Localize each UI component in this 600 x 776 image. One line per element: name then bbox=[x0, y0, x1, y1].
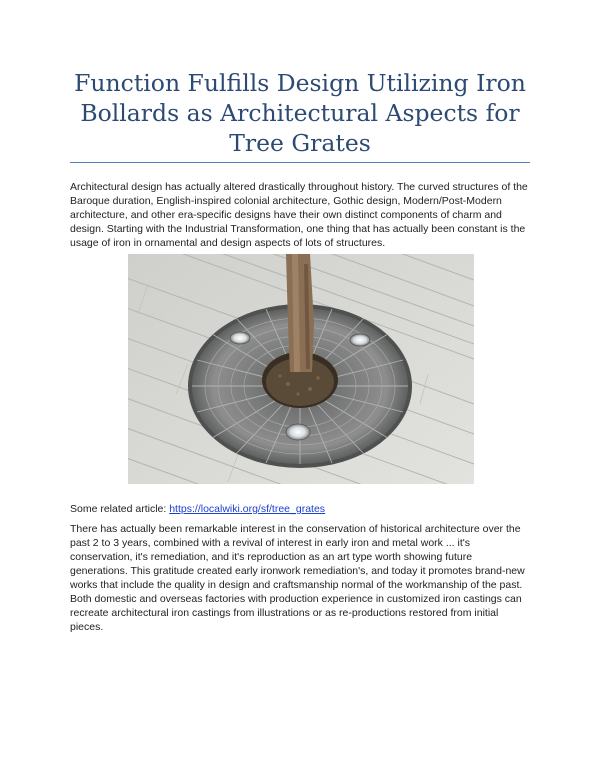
intro-paragraph: Architectural design has actually altered drastically throughout history. The curved structures of the Baroque duration, English-inspired colonial architecture, Gothic design, Modern/Post-Modern architecture, and other era-specific designs have their own distinct components of charm and design. Starting with the Industrial Transformation, one thing that has actually been constant is the usage of iron in ornamental and design aspects of lots of structures. bbox=[70, 181, 528, 249]
related-article bbox=[70, 502, 325, 516]
related-label: Some related article: bbox=[70, 503, 170, 515]
tree-grate-photo bbox=[128, 254, 474, 484]
related-link[interactable]: https://localwiki.org/sf/tree_grates bbox=[169, 503, 326, 515]
body-paragraph: There has actually been remarkable interest in the conservation of historical architecture over the past 2 to 3 years, combined with a revival of interest in early iron and metal work ... it's conservation, it's remediation, and it's reproduction as an art type worth showing future generations. This gratitude created early ironwork remediation's, and today it promotes brand-new works that include the quality in design and craftsmanship normal of the workmanship of the past. Both domestic and overseas factories with production experience in customized iron castings can recreate architectural iron castings from illustrations or as re-productions restored from initial pieces. bbox=[70, 523, 525, 633]
title-divider bbox=[70, 162, 530, 163]
article-title: Function Fulfills Design Utilizing Iron Bollards as Architectural Aspects for Tree Grates bbox=[74, 69, 526, 157]
